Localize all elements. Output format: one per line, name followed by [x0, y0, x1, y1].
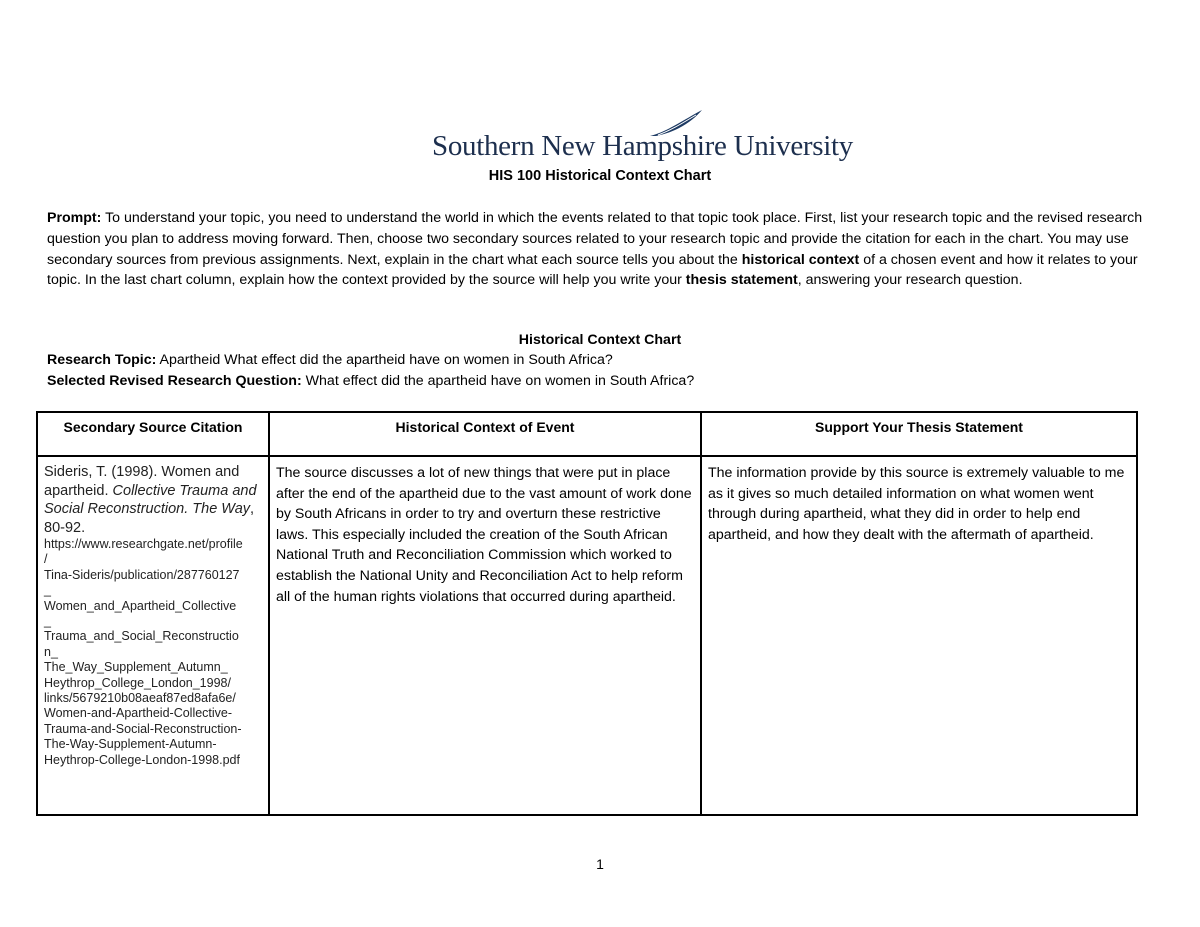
- revised-question-line: [47, 373, 694, 389]
- prompt-bold-thesis-statement: thesis statement: [685, 272, 798, 289]
- revised-question-label: Selected Revised Research Question:: [47, 373, 302, 389]
- prompt-text-1: To understand your topic, you need to understand the world in which the events related to that topic took place. First, list your research topic and the revised research question you plan to address moving forward. Then, choose two secondary sources related to your research topic and provide the citation for each in the chart. You may use secondary sources from previous assignments. Next, explain in the chart what each source tells you about the: [47, 210, 1143, 268]
- citation-reference: [44, 463, 262, 537]
- citation-url-line: Women_and_Apartheid_Collective: [44, 598, 237, 613]
- citation-url-line: The-Way-Supplement-Autumn-: [44, 737, 217, 752]
- historical-context-cell: The source discusses a lot of new things that were put in place after the end of the apartheid due to the vast amount of work done by South Africans in order to try and overturn these restrictive laws. This especially included the creation of the South African National Truth and Reconciliation Commission which worked to establish the National Unity and Reconciliation Act to help reform all of the human rights violations that occurred during apartheid.: [269, 456, 701, 815]
- thesis-support-cell: The information provide by this source is extremely valuable to me as it gives so much detailed information on what women went through during apartheid, what they did in order to help end apartheid, and how they dealt with the aftermath of apartheid.: [701, 456, 1137, 815]
- page-number: 1: [596, 856, 604, 872]
- prompt-bold-historical-context: historical context: [741, 251, 860, 268]
- citation-url-line: The_Way_Supplement_Autumn_: [44, 660, 228, 675]
- citation-url-line: Tina-Sideris/publication/287760127: [44, 567, 240, 582]
- citation-url-line: Trauma-and-Social-Reconstruction-: [44, 721, 242, 736]
- header-historical-context: Historical Context of Event: [269, 412, 701, 456]
- logo-text: Southern New Hampshire University: [432, 130, 853, 162]
- chart-heading: Historical Context Chart: [518, 332, 682, 348]
- citation-pages: , 80-92.: [44, 501, 255, 536]
- citation-url-line: https://www.researchgate.net/profile: [44, 537, 243, 551]
- document-title: HIS 100 Historical Context Chart: [488, 168, 712, 184]
- citation-url-line: n_: [44, 644, 58, 659]
- citation-authors: Sideris, T. (1998). Women and apartheid.: [44, 464, 240, 499]
- prompt-text-2: of a chosen event and how it relates to your topic. In the last chart column, explain how the context provided by the source will help you write your: [47, 251, 1138, 289]
- prompt-paragraph: [47, 208, 1157, 291]
- citation-url-line: Women-and-Apartheid-Collective-: [44, 706, 233, 721]
- citation-url-line: Trauma_and_Social_Reconstructio: [44, 629, 239, 644]
- research-topic-value: Apartheid What effect did the apartheid have on women in South Africa?: [156, 352, 613, 368]
- citation-url-line: Heythrop-College-London-1998.pdf: [44, 752, 240, 767]
- citation-url-line: /: [44, 552, 48, 567]
- research-topic-label: Research Topic:: [47, 352, 157, 368]
- table-row: [37, 456, 1137, 815]
- citation-url-line: Heythrop_College_London_1998/: [44, 675, 231, 690]
- university-logo: [432, 108, 853, 164]
- citation-cell: [37, 456, 269, 815]
- header-citation: Secondary Source Citation: [37, 412, 269, 456]
- citation-url-line: _: [44, 583, 51, 598]
- citation-url-line: links/5679210b08aeaf87ed8afa6e/: [44, 691, 236, 706]
- prompt-text-3: , answering your research question.: [797, 272, 1023, 289]
- citation-url-line: _: [44, 614, 51, 629]
- prompt-label: Prompt:: [47, 210, 102, 226]
- revised-question-value: What effect did the apartheid have on women in South Africa?: [301, 373, 695, 389]
- table-header-row: [37, 412, 1137, 456]
- citation-title: Collective Trauma and Social Reconstruction. The Way: [44, 482, 257, 517]
- historical-context-table: [36, 411, 1138, 816]
- citation-url: [44, 537, 262, 768]
- research-topic-line: [47, 352, 613, 368]
- header-thesis-support: Support Your Thesis Statement: [701, 412, 1137, 456]
